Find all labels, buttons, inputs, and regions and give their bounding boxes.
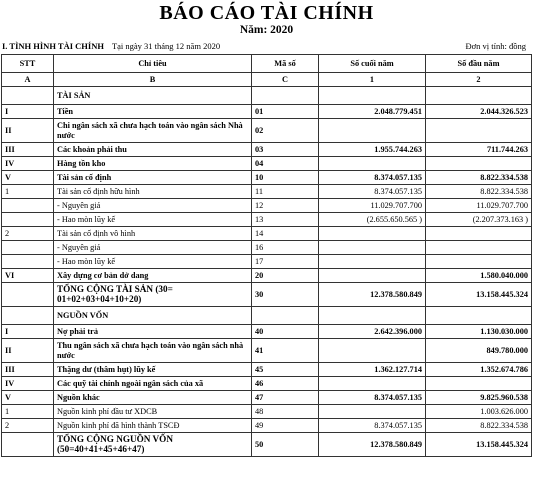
cell-begin: 13.158.445.324 <box>426 433 532 457</box>
col-header-indicator: Chỉ tiêu <box>54 55 252 73</box>
cell-indicator: Tiền <box>54 105 252 119</box>
cell-code: 17 <box>252 255 319 269</box>
table-row <box>2 419 532 433</box>
cell-begin: 1.352.674.786 <box>426 363 532 377</box>
cell-end <box>319 227 426 241</box>
cell-stt <box>2 283 54 307</box>
cell-stt: II <box>2 119 54 143</box>
table-row <box>2 391 532 405</box>
cell-begin: 711.744.263 <box>426 143 532 157</box>
cell-indicator: TỔNG CỘNG NGUỒN VỐN (50=40+41+45+46+47) <box>54 433 252 457</box>
table-row <box>2 405 532 419</box>
cell-begin <box>426 241 532 255</box>
cell-begin <box>426 157 532 171</box>
cell-end <box>319 405 426 419</box>
cell-code: 41 <box>252 339 319 363</box>
cell-stt: III <box>2 143 54 157</box>
cell-indicator: NGUỒN VỐN <box>54 307 252 325</box>
cell-code: 16 <box>252 241 319 255</box>
cell-indicator: - Nguyên giá <box>54 199 252 213</box>
table-row <box>2 227 532 241</box>
cell-indicator: Tài sản cố định <box>54 171 252 185</box>
cell-end: 1.955.744.263 <box>319 143 426 157</box>
cell-indicator: - Hao mòn lũy kế <box>54 255 252 269</box>
cell-stt: I <box>2 105 54 119</box>
cell-begin: 8.822.334.538 <box>426 171 532 185</box>
cell-begin <box>426 227 532 241</box>
table-row <box>2 307 532 325</box>
cell-code: 50 <box>252 433 319 457</box>
table-row-total <box>2 433 532 457</box>
cell-code: 03 <box>252 143 319 157</box>
cell-begin: 1.003.626.000 <box>426 405 532 419</box>
section-header <box>2 41 530 53</box>
cell-begin <box>426 87 532 105</box>
cell-end: 8.374.057.135 <box>319 185 426 199</box>
cell-stt: 2 <box>2 419 54 433</box>
cell-end: 11.029.707.700 <box>319 199 426 213</box>
table-row <box>2 199 532 213</box>
cell-end <box>319 377 426 391</box>
cell-end: 1.362.127.714 <box>319 363 426 377</box>
cell-indicator: Xây dựng cơ bản dở dang <box>54 269 252 283</box>
cell-stt: 1 <box>2 185 54 199</box>
table-row <box>2 269 532 283</box>
cell-code: 13 <box>252 213 319 227</box>
col-letter: B <box>54 73 252 87</box>
cell-code: 10 <box>252 171 319 185</box>
cell-begin <box>426 119 532 143</box>
cell-code: 02 <box>252 119 319 143</box>
cell-code <box>252 307 319 325</box>
cell-indicator: - Hao mòn lũy kế <box>54 213 252 227</box>
cell-indicator: Tài sản cố định vô hình <box>54 227 252 241</box>
cell-code: 04 <box>252 157 319 171</box>
table-row <box>2 363 532 377</box>
financial-table <box>1 54 532 457</box>
col-letter: A <box>2 73 54 87</box>
table-row <box>2 325 532 339</box>
cell-indicator: TÀI SẢN <box>54 87 252 105</box>
cell-stt: V <box>2 171 54 185</box>
cell-indicator: TỔNG CỘNG TÀI SẢN (30= 01+02+03+04+10+20) <box>54 283 252 307</box>
cell-code: 46 <box>252 377 319 391</box>
cell-end: 2.048.779.451 <box>319 105 426 119</box>
cell-code: 45 <box>252 363 319 377</box>
cell-stt: 1 <box>2 405 54 419</box>
table-row <box>2 377 532 391</box>
cell-indicator: Nguồn kinh phí đầu tư XDCB <box>54 405 252 419</box>
cell-code: 12 <box>252 199 319 213</box>
table-row <box>2 255 532 269</box>
cell-stt: I <box>2 325 54 339</box>
cell-end: 12.378.580.849 <box>319 283 426 307</box>
cell-code: 11 <box>252 185 319 199</box>
col-header-end-of-year: Số cuối năm <box>319 55 426 73</box>
table-row <box>2 119 532 143</box>
cell-code: 01 <box>252 105 319 119</box>
col-letter: 2 <box>426 73 532 87</box>
cell-begin: (2.207.373.163 ) <box>426 213 532 227</box>
table-row <box>2 213 532 227</box>
cell-indicator: Nguồn kinh phí đã hình thành TSCĐ <box>54 419 252 433</box>
column-letter-row <box>2 73 532 87</box>
cell-end: (2.655.650.565 ) <box>319 213 426 227</box>
table-row <box>2 241 532 255</box>
table-row-total <box>2 283 532 307</box>
cell-stt <box>2 241 54 255</box>
col-letter: 1 <box>319 73 426 87</box>
cell-end <box>319 87 426 105</box>
cell-stt: VI <box>2 269 54 283</box>
cell-end: 8.374.057.135 <box>319 171 426 185</box>
cell-code: 14 <box>252 227 319 241</box>
cell-begin: 2.044.326.523 <box>426 105 532 119</box>
cell-indicator: Thu ngân sách xã chưa hạch toán vào ngân sách nhà nước <box>54 339 252 363</box>
cell-stt: III <box>2 363 54 377</box>
table-row <box>2 157 532 171</box>
cell-code: 40 <box>252 325 319 339</box>
cell-begin <box>426 255 532 269</box>
cell-end <box>319 157 426 171</box>
cell-begin: 849.780.000 <box>426 339 532 363</box>
table-row <box>2 171 532 185</box>
cell-stt: IV <box>2 377 54 391</box>
cell-code: 30 <box>252 283 319 307</box>
col-letter: C <box>252 73 319 87</box>
cell-stt <box>2 307 54 325</box>
cell-end: 2.642.396.000 <box>319 325 426 339</box>
cell-indicator: Tài sản cố định hữu hình <box>54 185 252 199</box>
cell-stt: 2 <box>2 227 54 241</box>
cell-stt <box>2 255 54 269</box>
cell-stt: II <box>2 339 54 363</box>
col-header-begin-of-year: Số đầu năm <box>426 55 532 73</box>
report-title: BÁO CÁO TÀI CHÍNH <box>159 2 374 24</box>
currency-unit: Đơn vị tính: đồng <box>465 41 526 51</box>
cell-end: 12.378.580.849 <box>319 433 426 457</box>
report-date: Tại ngày 31 tháng 12 năm 2020 <box>111 41 221 51</box>
table-header-row <box>2 55 532 73</box>
cell-end <box>319 269 426 283</box>
cell-stt <box>2 87 54 105</box>
report-year: Năm: 2020 <box>239 24 294 36</box>
cell-end <box>319 339 426 363</box>
cell-indicator: Nguồn khác <box>54 391 252 405</box>
cell-begin <box>426 377 532 391</box>
table-row <box>2 87 532 105</box>
cell-indicator: Các khoản phải thu <box>54 143 252 157</box>
cell-indicator: Nợ phải trả <box>54 325 252 339</box>
cell-end <box>319 241 426 255</box>
table-row <box>2 143 532 157</box>
cell-begin: 1.580.040.000 <box>426 269 532 283</box>
cell-end <box>319 119 426 143</box>
section-heading: I. TÌNH HÌNH TÀI CHÍNH <box>2 41 104 51</box>
cell-stt: V <box>2 391 54 405</box>
cell-begin: 11.029.707.700 <box>426 199 532 213</box>
table-row <box>2 105 532 119</box>
col-header-code: Mã số <box>252 55 319 73</box>
cell-indicator: Các quỹ tài chính ngoài ngân sách của xã <box>54 377 252 391</box>
cell-code: 47 <box>252 391 319 405</box>
cell-code <box>252 87 319 105</box>
cell-end: 8.374.057.135 <box>319 419 426 433</box>
cell-code: 48 <box>252 405 319 419</box>
col-header-stt: STT <box>2 55 54 73</box>
cell-stt <box>2 433 54 457</box>
cell-stt <box>2 213 54 227</box>
cell-indicator: Thặng dư (thâm hụt) lũy kế <box>54 363 252 377</box>
cell-indicator: - Nguyên giá <box>54 241 252 255</box>
cell-begin: 9.825.960.538 <box>426 391 532 405</box>
cell-end <box>319 255 426 269</box>
table-row <box>2 185 532 199</box>
cell-code: 49 <box>252 419 319 433</box>
cell-end <box>319 307 426 325</box>
table-row <box>2 339 532 363</box>
cell-end: 8.374.057.135 <box>319 391 426 405</box>
cell-indicator: Chi ngân sách xã chưa hạch toán vào ngân sách Nhà nước <box>54 119 252 143</box>
cell-begin: 13.158.445.324 <box>426 283 532 307</box>
cell-begin: 8.822.334.538 <box>426 185 532 199</box>
cell-code: 20 <box>252 269 319 283</box>
cell-stt <box>2 199 54 213</box>
cell-begin: 1.130.030.000 <box>426 325 532 339</box>
cell-begin <box>426 307 532 325</box>
cell-stt: IV <box>2 157 54 171</box>
cell-indicator: Hàng tồn kho <box>54 157 252 171</box>
cell-begin: 8.822.334.538 <box>426 419 532 433</box>
